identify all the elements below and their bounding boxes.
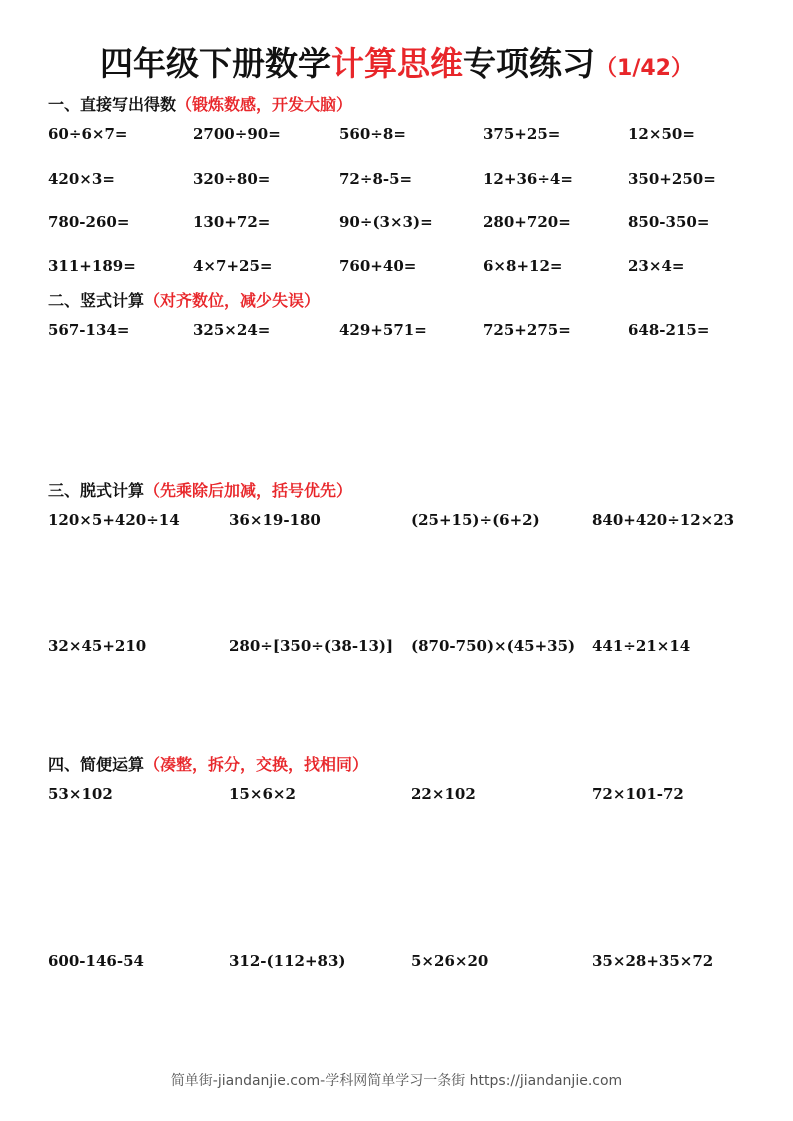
problem: 120×5+420÷14 xyxy=(48,511,180,529)
section-2-heading xyxy=(48,288,320,311)
problem: 560÷8= xyxy=(339,125,406,143)
problem: 32×45+210 xyxy=(48,637,147,655)
section-3-title: 三、脱式计算 xyxy=(48,481,145,500)
section-4-heading xyxy=(48,752,368,775)
problem: 4×7+25= xyxy=(193,257,273,275)
problem: 850-350= xyxy=(628,213,710,231)
footer-watermark: 简单街-jiandanjie.com-学科网简单学习一条街 https://jiandanjie.com xyxy=(170,1073,623,1089)
problem: 12×50= xyxy=(628,125,695,143)
section-1-title: 一、直接写出得数 xyxy=(48,95,177,114)
problem: 420×3= xyxy=(48,170,115,188)
problem: 15×6×2 xyxy=(229,785,296,803)
section-1-heading xyxy=(48,92,352,115)
problem: 600-146-54 xyxy=(48,952,144,970)
problem: 780-260= xyxy=(48,213,130,231)
page-title xyxy=(0,38,793,85)
problem: 6×8+12= xyxy=(483,257,563,275)
problem: 22×102 xyxy=(411,785,476,803)
problem: 280÷[350÷(38-13)] xyxy=(229,637,394,655)
problem: 648-215= xyxy=(628,321,710,339)
section-1-hint: （锻炼数感，开发大脑） xyxy=(176,95,353,114)
problem: 375+25= xyxy=(483,125,561,143)
problem: 130+72= xyxy=(193,213,271,231)
problem: 567-134= xyxy=(48,321,130,339)
problem: 36×19-180 xyxy=(229,511,321,529)
problem: 312-(112+83) xyxy=(229,952,346,970)
problem: 280+720= xyxy=(483,213,571,231)
section-3-hint: （先乘除后加减，括号优先） xyxy=(144,481,353,500)
section-4-hint: （凑整，拆分，交换，找相同） xyxy=(144,755,369,774)
problem: 90÷(3×3)= xyxy=(339,213,433,231)
problem: 325×24= xyxy=(193,321,271,339)
problem: 5×26×20 xyxy=(411,952,489,970)
problem: 350+250= xyxy=(628,170,716,188)
problem: 840+420÷12×23 xyxy=(592,511,735,529)
problem: 12+36÷4= xyxy=(483,170,573,188)
problem: 23×4= xyxy=(628,257,685,275)
title-part-2: 计算思维 xyxy=(331,44,464,83)
section-2-hint: （对齐数位，减少失误） xyxy=(144,291,321,310)
problem: (870-750)×(45+35) xyxy=(411,637,576,655)
problem: 72×101-72 xyxy=(592,785,684,803)
problem: 35×28+35×72 xyxy=(592,952,714,970)
problem: 760+40= xyxy=(339,257,417,275)
problem: 60÷6×7= xyxy=(48,125,128,143)
problem: 441÷21×14 xyxy=(592,637,691,655)
title-page-number: （1/42） xyxy=(595,56,693,81)
problem: 725+275= xyxy=(483,321,571,339)
title-part-1: 四年级下册数学 xyxy=(100,44,332,83)
problem: (25+15)÷(6+2) xyxy=(411,511,540,529)
problem: 72÷8-5= xyxy=(339,170,413,188)
section-2-title: 二、竖式计算 xyxy=(48,291,145,310)
title-part-3: 专项练习 xyxy=(463,44,596,83)
problem: 2700÷90= xyxy=(193,125,281,143)
section-3-heading xyxy=(48,478,352,501)
problem: 311+189= xyxy=(48,257,136,275)
problem: 320÷80= xyxy=(193,170,271,188)
problem: 53×102 xyxy=(48,785,113,803)
problem: 429+571= xyxy=(339,321,427,339)
section-4-title: 四、简便运算 xyxy=(48,755,145,774)
